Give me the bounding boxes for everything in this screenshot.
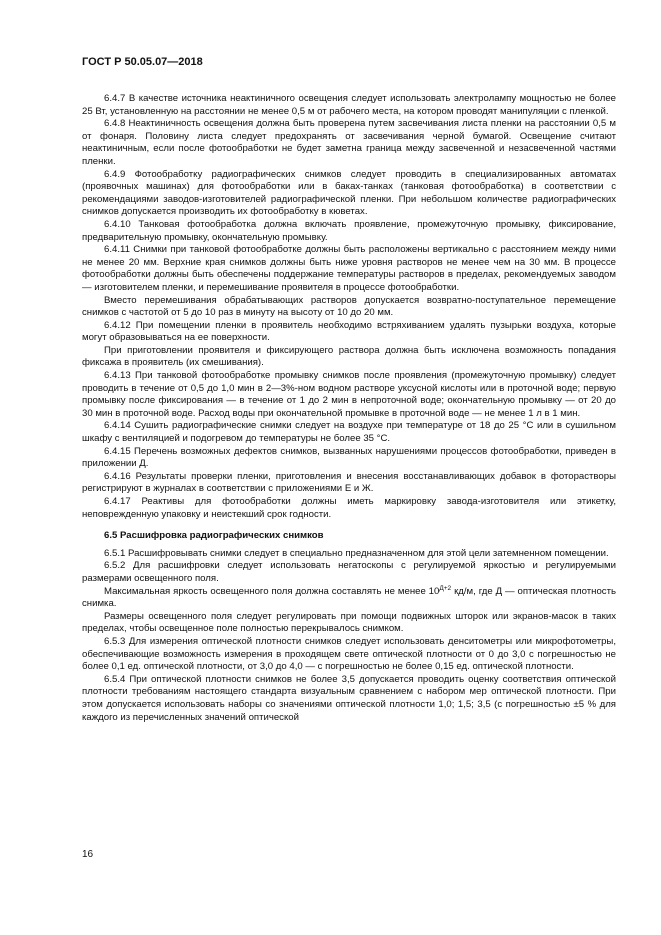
- document-header: ГОСТ Р 50.05.07—2018: [82, 56, 203, 68]
- paragraph-6-4-12-note: При приготовлении проявителя и фиксирующего раствора должна быть исключена возможность попадания фиксажа в проявитель (их смешивания).: [82, 344, 616, 369]
- paragraph-6-5-4: 6.5.4 При оптической плотности снимков не более 3,5 допускается проводить оценку соответствия оптической плотности требованиям настоящего стандарта визуальным сравнением с набором мер оптической плотности. При этом допускается использовать наборы со значениями оптической плотности 1,0; 1,5; 3,5 (с погрешностью ±5 % для каждого из перечисленных значений оптической: [82, 673, 616, 723]
- paragraph-6-4-11-note: Вместо перемешивания обрабатывающих растворов допускается возвратно-поступательное перемещение снимков с частотой от 5 до 10 раз в минуту на высоту от 10 до 20 мм.: [82, 294, 616, 319]
- luminance-text: Максимальная яркость освещенного поля должна составлять не менее 10: [104, 585, 440, 597]
- paragraph-6-4-10: 6.4.10 Танковая фотообработка должна включать проявление, промежуточную промывку, фиксирование, предварительную промывку, окончательную промывку.: [82, 218, 616, 243]
- paragraph-6-4-12: 6.4.12 При помещении пленки в проявитель необходимо встряхиванием удалять пузырьки воздуха, которые могут образовываться на ее поверхности.: [82, 319, 616, 344]
- paragraph-6-4-11: 6.4.11 Снимки при танковой фотообработке должны быть расположены вертикально с расстоянием между ними не менее 20 мм. Верхние края снимков должны быть ниже уровня растворов не менее чем на 30 мм. В процессе фотообработки должны быть обеспечены поддержание температуры растворов в пределах, рекомендуемых заводом — изготовителем пленки, и перемешивание проявителя в процессе фотообработки.: [82, 244, 616, 293]
- paragraph-6-4-17: 6.4.17 Реактивы для фотообработки должны иметь маркировку завода-изготовителя или этикетку, неповрежденную упаковку и неистекший срок годности.: [82, 496, 616, 520]
- paragraph-6-4-16: 6.4.16 Результаты проверки пленки, приготовления и внесения восстанавливающих добавок в фоторастворы регистрируют в журналах в соответствии с приложениями Е и Ж.: [82, 470, 616, 495]
- paragraph-6-4-9: 6.4.9 Фотообработку радиографических снимков следует проводить в специализированных автоматах (проявочных машинах) для фотообработки или в баках-танках (танковая фотообработка) в соответствии с рекомендациями заводов-изготовителей радиографической пленки. При небольшом количестве радиографических снимков допускается производить их фотообработку в кюветах.: [82, 168, 616, 218]
- paragraph-6-5-1: 6.5.1 Расшифровывать снимки следует в специально предназначенном для этой цели затемненном помещении.: [104, 547, 609, 559]
- paragraph-field-size: Размеры освещенного поля следует регулировать при помощи подвижных шторок или экранов-масок в таких пределах, чтобы освещенное поле полностью перекрывалось снимком.: [82, 610, 616, 635]
- section-heading: 6.5 Расшифровка радиографических снимков: [104, 530, 324, 542]
- paragraph-6-4-15: 6.4.15 Перечень возможных дефектов снимков, вызванных нарушениями процессов фотообработки, приведен в приложении Д.: [82, 445, 616, 470]
- paragraph-6-5-3: 6.5.3 Для измерения оптической плотности снимков следует использовать денситометры или микрофотометры, обеспечивающие возможность измерения в проходящем свете оптической плотности от 0 до 3,0 с погрешностью не более 0,1 ед. оптической плотности, от 3,0 до 4,0 — с погрешностью не более 0,15 ед. оптической плотности.: [82, 635, 616, 673]
- paragraph-6-4-13: 6.4.13 При танковой фотообработке промывку снимков после проявления (промежуточную промывку) следует проводить в течение от 0,5 до 1,0 мин в 2—3%-ном водном растворе уксусной кислоты или в проточной воде; первую промывку после фиксирования — в течение от 1 до 2 мин в непроточной воде; окончательную промывку — от 20 до 30 мин в проточной воде. Расход воды при окончательной промывке в проточной воде — не менее 1 л в 1 мин.: [82, 370, 616, 419]
- paragraph-luminance: [82, 586, 616, 611]
- document-body: [82, 93, 616, 724]
- paragraph-6-4-8: 6.4.8 Неактиничность освещения должна быть проверена путем засвечивания листа пленки на расстоянии 0,5 м от фонаря. Половину листа следует предохранять от засвечивания черной бумагой. Освещение считают неактиничным, если после фотообработки не будет заметна граница между засвеченной и незасвеченной частями пленки.: [82, 118, 616, 167]
- paragraph-6-4-14: 6.4.14 Сушить радиографические снимки следует на воздухе при температуре от 18 до 25 °С или в сушильном шкафу с вентиляцией и подогревом до температуры не более 35 °С.: [82, 420, 616, 445]
- page-number: 16: [82, 849, 94, 860]
- luminance-exponent: Д+2: [439, 584, 452, 592]
- paragraph-6-5-2: 6.5.2 Для расшифровки следует использовать негатоскопы с регулируемой яркостью и регулируемыми размерами освещенного поля.: [82, 560, 616, 584]
- paragraph-6-4-7: 6.4.7 В качестве источника неактиничного освещения следует использовать электролампу мощностью не более 25 Вт, установленную на расстоянии не менее 0,5 м от рабочего места, на котором проводят манипуляции с пленкой.: [82, 93, 616, 117]
- luminance-text-end: кд/м, где Д — оптическая плотность снимка.: [82, 585, 616, 610]
